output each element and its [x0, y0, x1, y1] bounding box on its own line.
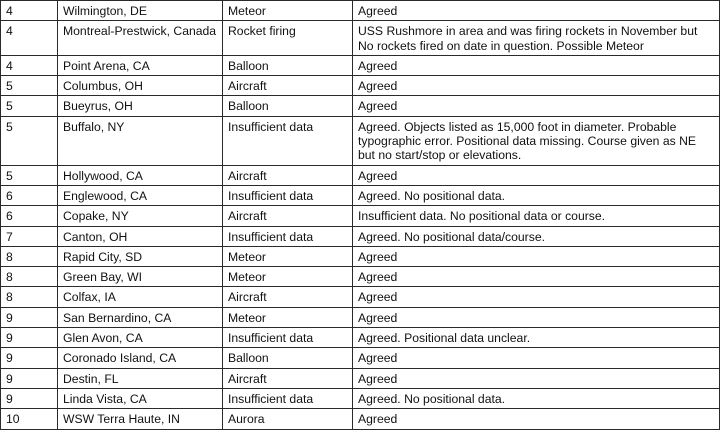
date-cell: 5 [1, 165, 58, 185]
table-row [1, 206, 720, 226]
location-cell: Hollywood, CA [58, 165, 223, 185]
date-cell: 9 [1, 388, 58, 408]
table-row [1, 409, 720, 429]
location-cell: Linda Vista, CA [58, 388, 223, 408]
date-cell: 8 [1, 246, 58, 266]
table-row [1, 55, 720, 75]
comments-cell: Agreed [353, 307, 720, 327]
date-cell: 8 [1, 287, 58, 307]
evaluation-cell: Rocket firing [223, 21, 353, 56]
table-row [1, 185, 720, 205]
table-row [1, 76, 720, 96]
location-cell: San Bernardino, CA [58, 307, 223, 327]
location-cell: Buffalo, NY [58, 116, 223, 165]
table-row [1, 116, 720, 165]
location-cell: Englewood, CA [58, 185, 223, 205]
evaluation-cell: Aircraft [223, 287, 353, 307]
table-row [1, 267, 720, 287]
evaluation-cell: Insufficient data [223, 388, 353, 408]
date-cell: 8 [1, 267, 58, 287]
location-cell: Rapid City, SD [58, 246, 223, 266]
date-cell: 4 [1, 21, 58, 56]
evaluation-cell: Insufficient data [223, 328, 353, 348]
location-cell: Destin, FL [58, 368, 223, 388]
table-row [1, 368, 720, 388]
comments-cell: Agreed [353, 267, 720, 287]
date-cell: 6 [1, 185, 58, 205]
date-cell: 4 [1, 55, 58, 75]
evaluation-cell: Balloon [223, 96, 353, 116]
location-cell: Green Bay, WI [58, 267, 223, 287]
date-cell: 9 [1, 348, 58, 368]
comments-cell: USS Rushmore in area and was firing rockets in November but No rockets fired on date in question. Possible Meteor [353, 21, 720, 56]
location-cell: Wilmington, DE [58, 1, 223, 21]
table-row [1, 287, 720, 307]
table-row [1, 226, 720, 246]
evaluation-cell: Meteor [223, 1, 353, 21]
comments-cell: Agreed. No positional data. [353, 388, 720, 408]
evaluation-cell: Insufficient data [223, 185, 353, 205]
table-row [1, 307, 720, 327]
date-cell: 5 [1, 76, 58, 96]
evaluation-cell: Aircraft [223, 368, 353, 388]
location-cell: Bueyrus, OH [58, 96, 223, 116]
evaluation-cell: Aircraft [223, 165, 353, 185]
comments-cell: Agreed [353, 246, 720, 266]
evaluation-cell: Balloon [223, 348, 353, 368]
comments-cell: Agreed [353, 76, 720, 96]
comments-cell: Agreed [353, 55, 720, 75]
comments-cell: Agreed [353, 1, 720, 21]
comments-cell: Agreed. No positional data. [353, 185, 720, 205]
comments-cell: Agreed [353, 287, 720, 307]
evaluation-cell: Meteor [223, 246, 353, 266]
table-row [1, 348, 720, 368]
date-cell: 9 [1, 368, 58, 388]
location-cell: WSW Terra Haute, IN [58, 409, 223, 429]
date-cell: 5 [1, 96, 58, 116]
comments-cell: Agreed [353, 96, 720, 116]
table-row [1, 1, 720, 21]
table-row [1, 388, 720, 408]
evaluation-cell: Insufficient data [223, 116, 353, 165]
table-row [1, 246, 720, 266]
date-cell: 9 [1, 307, 58, 327]
date-cell: 7 [1, 226, 58, 246]
comments-cell: Agreed. No positional data/course. [353, 226, 720, 246]
location-cell: Montreal-Prestwick, Canada [58, 21, 223, 56]
comments-cell: Agreed. Objects listed as 15,000 foot in diameter. Probable typographic error. Positional data missing. Course given as NE but no start/stop or elevations. [353, 116, 720, 165]
date-cell: 4 [1, 1, 58, 21]
evaluation-cell: Insufficient data [223, 226, 353, 246]
table-row [1, 328, 720, 348]
location-cell: Point Arena, CA [58, 55, 223, 75]
table-row [1, 21, 720, 56]
comments-cell: Agreed. Positional data unclear. [353, 328, 720, 348]
location-cell: Glen Avon, CA [58, 328, 223, 348]
date-cell: 6 [1, 206, 58, 226]
evaluation-cell: Aircraft [223, 206, 353, 226]
comments-cell: Agreed [353, 165, 720, 185]
evaluation-cell: Aurora [223, 409, 353, 429]
table-body [1, 1, 720, 430]
evaluation-cell: Balloon [223, 55, 353, 75]
comments-cell: Agreed [353, 409, 720, 429]
location-cell: Coronado Island, CA [58, 348, 223, 368]
evaluation-cell: Meteor [223, 267, 353, 287]
comments-cell: Insufficient data. No positional data or course. [353, 206, 720, 226]
comments-cell: Agreed [353, 368, 720, 388]
table-row [1, 165, 720, 185]
location-cell: Canton, OH [58, 226, 223, 246]
location-cell: Columbus, OH [58, 76, 223, 96]
location-cell: Copake, NY [58, 206, 223, 226]
evaluation-cell: Meteor [223, 307, 353, 327]
date-cell: 9 [1, 328, 58, 348]
evaluation-cell: Aircraft [223, 76, 353, 96]
date-cell: 5 [1, 116, 58, 165]
date-cell: 10 [1, 409, 58, 429]
comments-cell: Agreed [353, 348, 720, 368]
table-row [1, 96, 720, 116]
location-cell: Colfax, IA [58, 287, 223, 307]
